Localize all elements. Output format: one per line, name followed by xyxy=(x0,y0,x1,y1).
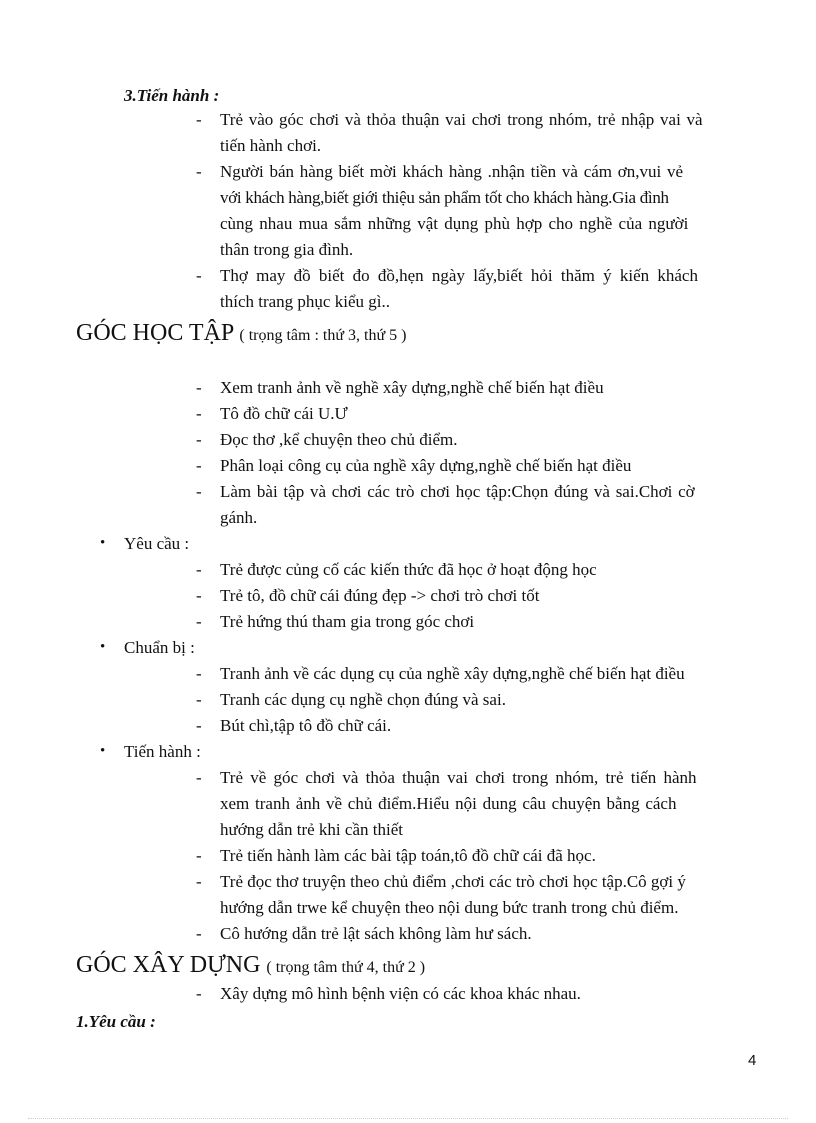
s3-item-3-line-2: thích trang phục kiểu gì.. xyxy=(220,292,390,311)
ght-item-5-line-1: Làm bài tập và chơi các trò chơi học tập:Chọn đúng và sai.Chơi cờ xyxy=(220,482,695,501)
dash-marker: - xyxy=(196,768,202,787)
dash-marker: - xyxy=(196,924,202,943)
dash-marker: - xyxy=(196,612,202,631)
dash-marker: - xyxy=(196,378,202,397)
s3-item-2-line-1: Người bán hàng biết mời khách hàng .nhận tiền và cám ơn,vui vẻ xyxy=(220,162,684,181)
bullet-icon: • xyxy=(100,743,106,759)
heading-note: ( trọng tâm thứ 4, thứ 2 ) xyxy=(266,959,426,976)
ght-item-5-line-2: gánh. xyxy=(220,508,258,527)
th-item-3-line-2: hướng dẫn trwe kể chuyện theo nội dung bức tranh trong chủ điểm. xyxy=(220,898,679,917)
label-yeu-cau: Yêu cầu : xyxy=(124,534,190,553)
dash-marker: - xyxy=(196,716,202,735)
footer-divider xyxy=(28,1118,788,1119)
heading-title: GÓC HỌC TẬP xyxy=(76,320,234,346)
heading-goc-xay-dung xyxy=(76,952,425,979)
bullet-icon: • xyxy=(100,639,106,655)
dash-marker: - xyxy=(196,560,202,579)
s3-item-1-line-2: tiến hành chơi. xyxy=(220,136,322,155)
gxd-item-1: Xây dựng mô hình bệnh viện có các khoa khác nhau. xyxy=(220,984,581,1003)
gxd-subtitle: 1.Yêu cầu : xyxy=(76,1012,156,1031)
page-number: 4 xyxy=(748,1052,757,1069)
ght-item-1: Xem tranh ảnh về nghề xây dựng,nghề chế biến hạt điều xyxy=(220,378,604,397)
dash-marker: - xyxy=(196,846,202,865)
th-item-1-line-3: hướng dẫn trẻ khi cần thiết xyxy=(220,820,403,839)
s3-item-2-line-3: cùng nhau mua sắm những vật dụng phù hợp cho nghề của người xyxy=(220,214,689,233)
cb-item-1: Tranh ảnh về các dụng cụ của nghề xây dựng,nghề chế biến hạt điều xyxy=(220,664,685,683)
dash-marker: - xyxy=(196,456,202,475)
th-item-4: Cô hướng dẫn trẻ lật sách không làm hư sách. xyxy=(220,924,532,943)
yc-item-3: Trẻ hứng thú tham gia trong góc chơi xyxy=(220,612,475,631)
th-item-2: Trẻ tiến hành làm các bài tập toán,tô đồ chữ cái đã học. xyxy=(220,846,596,865)
s3-item-1-line-1: Trẻ vào góc chơi và thỏa thuận vai chơi trong nhóm, trẻ nhập vai và xyxy=(220,110,703,129)
dash-marker: - xyxy=(196,430,202,449)
cb-item-3: Bút chì,tập tô đồ chữ cái. xyxy=(220,716,392,735)
s3-item-3-line-1: Thợ may đồ biết đo đồ,hẹn ngày lấy,biết hỏi thăm ý kiến khách xyxy=(220,266,698,285)
dash-marker: - xyxy=(196,586,202,605)
th-item-1-line-1: Trẻ về góc chơi và thỏa thuận vai chơi trong nhóm, trẻ tiến hành xyxy=(220,768,697,787)
label-tien-hanh: Tiến hành : xyxy=(124,742,201,761)
ght-item-4: Phân loại công cụ của nghề xây dựng,nghề chế biến hạt điều xyxy=(220,456,632,475)
label-chuan-bi: Chuẩn bị : xyxy=(124,638,195,657)
ght-item-2: Tô đồ chữ cái U.Ư xyxy=(220,404,348,423)
ght-item-3: Đọc thơ ,kể chuyện theo chủ điểm. xyxy=(220,430,458,449)
yc-item-2: Trẻ tô, đồ chữ cái đúng đẹp -> chơi trò chơi tốt xyxy=(220,586,540,605)
s3-item-2-line-2: với khách hàng,biết giới thiệu sản phẩm tốt cho khách hàng.Gia đình xyxy=(220,188,669,207)
dash-marker: - xyxy=(196,110,202,129)
dash-marker: - xyxy=(196,984,202,1003)
section-3-title: 3.Tiến hành : xyxy=(124,86,220,105)
dash-marker: - xyxy=(196,266,202,285)
th-item-3-line-1: Trẻ đọc thơ truyện theo chủ điểm ,chơi các trò chơi học tập.Cô gợi ý xyxy=(220,872,686,891)
heading-note: ( trọng tâm : thứ 3, thứ 5 ) xyxy=(239,327,407,344)
cb-item-2: Tranh các dụng cụ nghề chọn đúng và sai. xyxy=(220,690,506,709)
heading-title: GÓC XÂY DỰNG xyxy=(76,952,261,978)
s3-item-2-line-4: thân trong gia đình. xyxy=(220,240,354,259)
dash-marker: - xyxy=(196,482,202,501)
dash-marker: - xyxy=(196,872,202,891)
dash-marker: - xyxy=(196,690,202,709)
dash-marker: - xyxy=(196,404,202,423)
th-item-1-line-2: xem tranh ảnh về chủ điểm.Hiểu nội dung câu chuyện bằng cách xyxy=(220,794,677,813)
bullet-icon: • xyxy=(100,535,106,551)
dash-marker: - xyxy=(196,162,202,181)
heading-goc-hoc-tap xyxy=(76,320,406,347)
dash-marker: - xyxy=(196,664,202,683)
yc-item-1: Trẻ được củng cố các kiến thức đã học ở hoạt động học xyxy=(220,560,597,579)
